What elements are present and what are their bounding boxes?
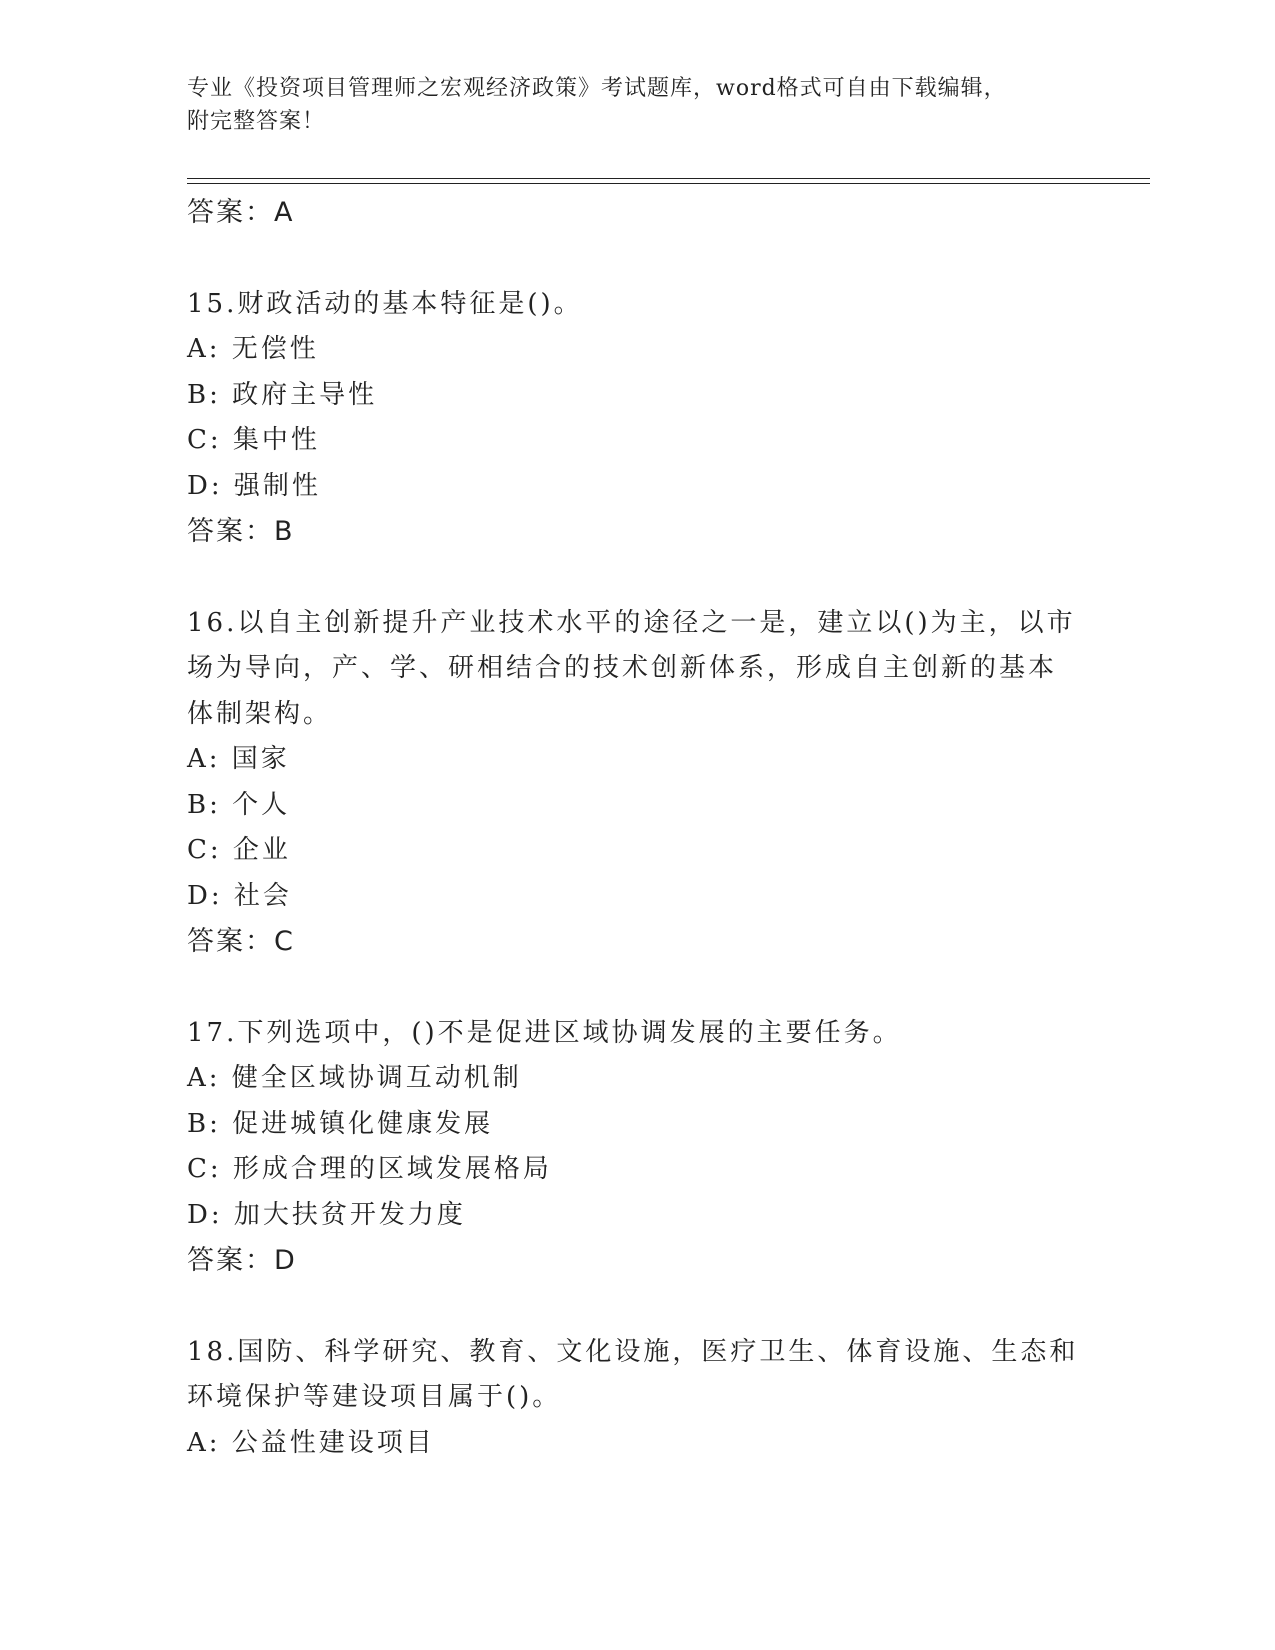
document-header bbox=[187, 72, 1087, 138]
question-text: 体制架构。 bbox=[187, 698, 333, 729]
spacer bbox=[187, 555, 1087, 601]
spacer bbox=[187, 1284, 1087, 1330]
header-divider-top bbox=[187, 178, 1150, 179]
answer-line: 答案：B bbox=[187, 516, 295, 547]
option-c: C: 企业 bbox=[187, 835, 291, 865]
question-16 bbox=[187, 601, 1087, 965]
question-text: 18.国防、科学研究、教育、文化设施，医疗卫生、体育设施、生态和 bbox=[187, 1336, 1079, 1367]
option-a: A: 无偿性 bbox=[187, 334, 319, 364]
answer-line: 答案：D bbox=[187, 1245, 297, 1276]
option-a: A: 国家 bbox=[187, 744, 290, 774]
spacer bbox=[187, 236, 1087, 282]
option-d: D: 强制性 bbox=[187, 470, 321, 501]
question-text: 环境保护等建设项目属于()。 bbox=[187, 1382, 562, 1412]
option-b: B: 政府主导性 bbox=[187, 379, 378, 410]
option-a: A: 公益性建设项目 bbox=[187, 1427, 435, 1458]
spacer bbox=[187, 965, 1087, 1011]
question-text: 15.财政活动的基本特征是()。 bbox=[187, 288, 583, 319]
question-list bbox=[187, 190, 1087, 1466]
option-c: C: 集中性 bbox=[187, 425, 320, 455]
option-d: D: 加大扶贫开发力度 bbox=[187, 1199, 466, 1230]
header-line-2-text: 附完整答案！ bbox=[187, 109, 326, 134]
header-line-1-text: 专业《投资项目管理师之宏观经济政策》考试题库，word格式可自由下载编辑， bbox=[187, 76, 1007, 101]
answer-line: 答案：A bbox=[187, 197, 295, 228]
option-a: A: 健全区域协调互动机制 bbox=[187, 1063, 522, 1093]
question-18 bbox=[187, 1330, 1087, 1467]
header-divider-bottom bbox=[187, 183, 1150, 184]
option-b: B: 个人 bbox=[187, 789, 291, 820]
question-text: 16.以自主创新提升产业技术水平的途径之一是，建立以()为主，以市 bbox=[187, 607, 1076, 638]
option-d: D: 社会 bbox=[187, 880, 292, 911]
answer-line: 答案：C bbox=[187, 926, 295, 957]
option-c: C: 形成合理的区域发展格局 bbox=[187, 1154, 552, 1184]
question-text: 场为导向，产、学、研相结合的技术创新体系，形成自主创新的基本 bbox=[187, 653, 1058, 683]
question-15 bbox=[187, 282, 1087, 555]
question-17 bbox=[187, 1011, 1087, 1284]
option-b: B: 促进城镇化健康发展 bbox=[187, 1108, 494, 1139]
question-text: 17.下列选项中，()不是促进区域协调发展的主要任务。 bbox=[187, 1017, 902, 1048]
